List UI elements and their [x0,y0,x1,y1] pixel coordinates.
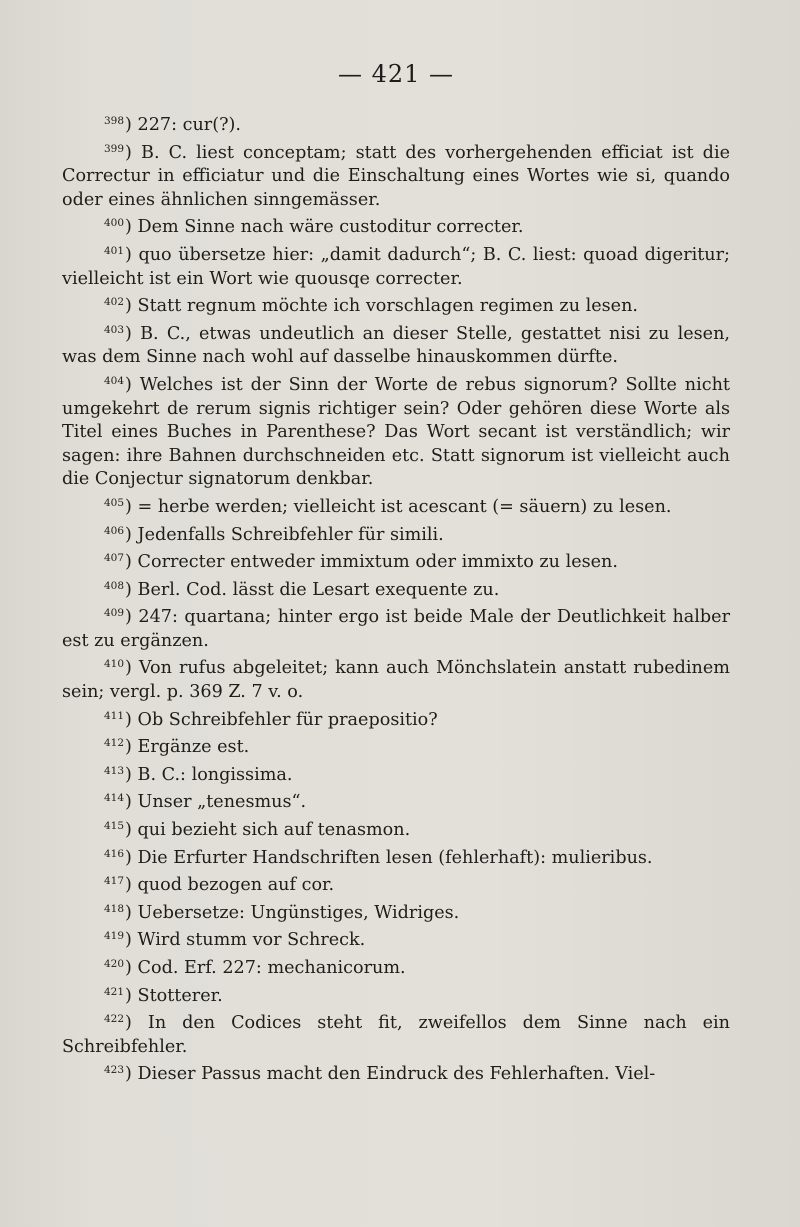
footnote-number: 405 [104,496,125,509]
footnote-ref: $^{421}$) [104,985,138,1006]
footnote-text: Correcter entweder immixtum oder immixto zu lesen. [137,552,618,573]
footnote-number: 416 [104,847,125,860]
footnote-text: Unser „tenesmus“. [137,792,307,813]
footnote-number: 408 [104,579,125,592]
footnote-text: Wird stumm vor Schreck. [137,930,366,951]
footnote-text: Stotterer. [137,985,223,1006]
footnote-ref: $^{399}$) [104,142,142,163]
footnote-text: Ob Schreibfehler für praepositio? [137,709,438,730]
footnote-ref: $^{406}$) [104,524,138,545]
footnote-ref: $^{407}$) [104,552,138,573]
footnote-ref: $^{410}$) [104,658,139,679]
footnote-text: B. C. liest conceptam; statt des vorhergehenden efficiat ist die Correctur in efficiatur und die Einschaltung eines Wortes wie si, quando oder eines ähnlichen sinngemässer. [62,142,730,210]
footnote-text: Die Erfurter Handschriften lesen (fehlerhaft): mulieribus. [137,847,653,868]
footnote-ref: $^{401}$) [104,244,139,265]
footnote [62,981,730,1009]
footnote-ref: $^{400}$) [104,217,138,238]
footnote [62,370,730,492]
footnote-text: Von rufus abgeleitet; kann auch Mönchslatein anstatt rubedinem sein; vergl. p. 369 Z. 7 v. o. [62,658,730,703]
footnote-text: Jedenfalls Schreibfehler für simili. [137,524,444,545]
footnote-text: quod bezogen auf cor. [137,875,335,896]
footnote-number: 406 [104,524,125,537]
footnote [62,653,730,704]
footnote-ref: $^{411}$) [104,709,138,730]
footnote-text: 247: quartana; hinter ergo ist beide Male der Deutlichkeit halber est zu ergänzen. [62,607,730,651]
footnote [62,520,730,548]
footnote-number: 409 [104,607,125,620]
footnote [62,705,730,733]
footnote-text: 227: cur(?). [137,115,241,135]
footnote-number: 411 [104,709,125,722]
footnote [62,787,730,815]
footnote-number: 422 [104,1013,125,1026]
footnote-ref: $^{404}$) [104,374,140,395]
footnote-ref: $^{412}$) [104,737,138,758]
footnote [62,898,730,926]
footnote-number: 418 [104,902,125,915]
footnote [62,1008,730,1059]
footnote-ref: $^{419}$) [104,930,138,951]
footnote-number: 413 [104,764,125,777]
footnote [62,492,730,520]
footnote-ref: $^{423}$) [104,1064,138,1085]
footnote-text: Berl. Cod. lässt die Lesart exequente zu. [137,579,500,600]
footnote-number: 423 [104,1064,125,1077]
footnote-ref: $^{420}$) [104,958,138,978]
footnote-text: Welches ist der Sinn der Worte de rebus signorum? Sollte nicht umgekehrt de rerum signis richtiger sein? Oder gehören diese Worte als Titel eines Buches in Parenthese? Das Wort secant ist verständlich; wir sagen: ihre Bahnen durchschneiden etc. Statt signorum ist vielleicht auch die Conjectur signatorum denkbar. [62,374,730,490]
footnote-number: 414 [104,792,125,805]
footnote [62,815,730,843]
footnote-number: 421 [104,985,125,998]
footnote-ref: $^{414}$) [104,792,138,813]
footnote-ref: $^{398}$) [104,115,138,135]
footnote [62,319,730,370]
footnote-text: Uebersetze: Ungünstiges, Widriges. [137,902,460,923]
footnote-ref: $^{417}$) [104,875,138,896]
footnote-ref: $^{403}$) [104,323,141,344]
footnote-number: 403 [104,323,125,336]
footnote-ref: $^{409}$) [104,607,139,628]
footnote-ref: $^{413}$) [104,764,138,785]
footnote-text: In den Codices steht fit, zweifellos dem Sinne nach ein Schreibfehler. [62,1013,730,1057]
footnote-text: quo übersetze hier: „damit dadurch“; B. C. liest: quoad digeritur; vielleicht ist ein Wort wie quousqe correcter. [62,244,730,289]
footnote-ref: $^{408}$) [104,579,138,600]
footnote-number: 410 [104,658,125,671]
footnote [62,760,730,788]
footnote-text: = herbe werden; vielleicht ist acescant (= säuern) zu lesen. [137,496,672,517]
footnote-ref: $^{422}$) [104,1013,148,1034]
footnote [62,575,730,603]
footnote [62,602,730,653]
footnote-text: qui bezieht sich auf tenasmon. [137,820,411,841]
footnote [62,1059,730,1087]
footnote [62,212,730,240]
footnote [62,138,730,213]
footnote-number: 401 [104,244,125,257]
footnote-number: 415 [104,820,125,833]
footnote-text: Statt regnum möchte ich vorschlagen regimen zu lesen. [137,296,639,317]
footnote [62,870,730,898]
footnote-text: Dieser Passus macht den Eindruck des Fehlerhaften. Viel- [137,1064,656,1085]
footnote-text: Ergänze est. [137,737,250,758]
footnote-ref: $^{402}$) [104,296,138,317]
footnote [62,953,730,981]
footnote-text: B. C.: longissima. [137,764,293,785]
footnote-text: Cod. Erf. 227: mechanicorum. [137,958,406,978]
footnote-ref: $^{415}$) [104,820,138,841]
footnote [62,925,730,953]
footnote-number: 399 [104,142,125,155]
footnote-number: 419 [104,930,125,943]
footnote-ref: $^{418}$) [104,902,138,923]
footnote-number: 420 [104,958,125,970]
footnote-ref: $^{416}$) [104,847,138,868]
footnote [62,240,730,291]
page-number: — 421 — [337,60,455,88]
footnote [62,110,730,138]
footnote [62,291,730,319]
footnote-number: 400 [104,217,125,230]
footnote-number: 398 [104,115,125,127]
footnote-number: 407 [104,552,125,565]
footnote-text: B. C., etwas undeutlich an dieser Stelle, gestattet nisi zu lesen, was dem Sinne nach wohl auf dasselbe hinauskommen dürfte. [62,323,730,368]
footnote [62,843,730,871]
footnote [62,547,730,575]
footnote-number: 404 [104,374,125,387]
footnote-ref: $^{405}$) [104,496,138,517]
footnotes-list [62,110,730,1087]
footnote [62,732,730,760]
footnote-text: Dem Sinne nach wäre custoditur correcter. [137,217,524,238]
footnote-number: 402 [104,296,125,309]
footnote-number: 412 [104,737,125,750]
footnote-number: 417 [104,875,125,888]
